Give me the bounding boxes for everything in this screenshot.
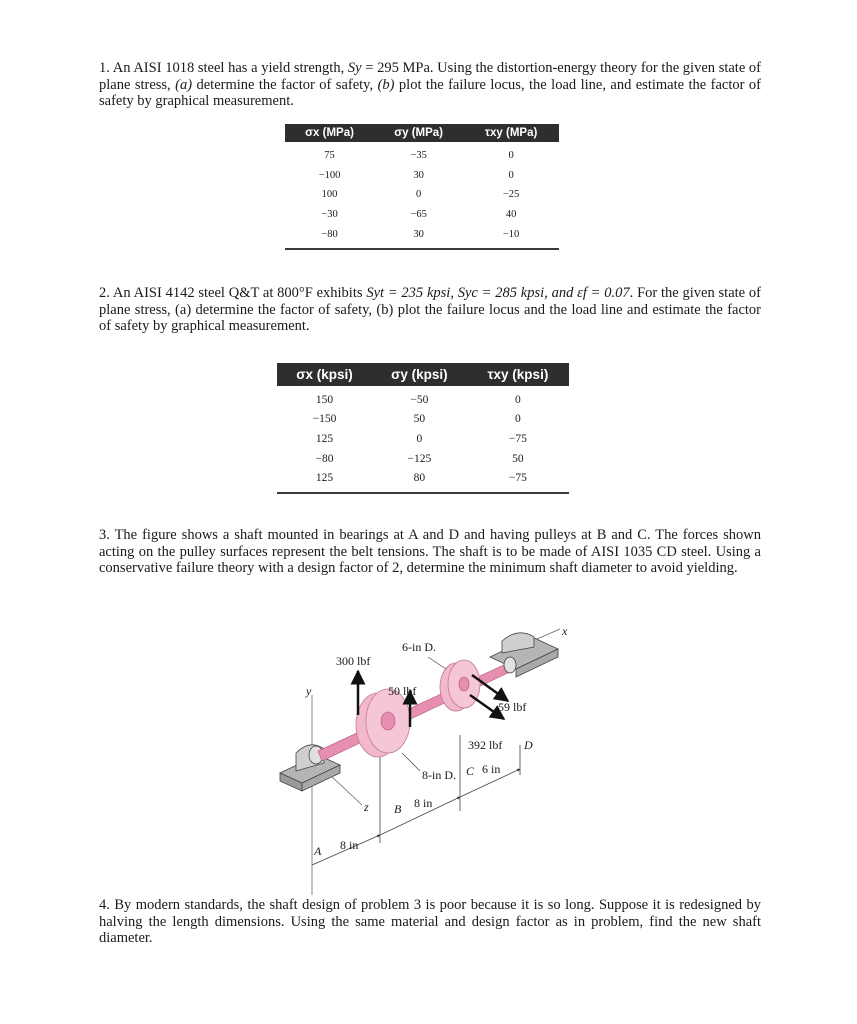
- label-8-in-ab: 8 in: [340, 838, 359, 852]
- cell: 0: [508, 150, 514, 162]
- cell: −80: [315, 452, 334, 465]
- cell: 0: [515, 413, 521, 426]
- cell: −25: [502, 189, 520, 201]
- col-header-tau-xy: τxy (kpsi): [467, 363, 569, 386]
- table-row: [285, 142, 559, 166]
- label-300-lbf: 300 lbf: [336, 654, 371, 668]
- col-header-tau-xy: τxy (MPa): [463, 124, 559, 142]
- pulley-b: [356, 689, 410, 757]
- cell: 0: [416, 432, 423, 445]
- point-label-b: B: [394, 802, 402, 816]
- col-header-sigma-x: σx (kpsi): [277, 363, 372, 386]
- table-row: [277, 468, 569, 493]
- cell: 50: [413, 413, 426, 426]
- label-8in-d: 8-in D.: [422, 768, 456, 782]
- label-59-lbf: 59 lbf: [498, 700, 527, 714]
- cell: 0: [515, 393, 521, 406]
- leader-8in-d: [402, 753, 420, 771]
- table-row: [277, 410, 569, 430]
- cell: 0: [508, 169, 514, 181]
- label-8-in-bc: 8 in: [414, 796, 433, 810]
- axis-label-y: y: [306, 684, 312, 698]
- problem-4-text: 4. By modern standards, the shaft design of problem 3 is poor because it is so long. Suppose it is redesigned by halving the length dimensions. Using the same material and design factor as in problem, find the new shaft diameter.: [99, 897, 761, 946]
- cell: −150: [312, 413, 337, 426]
- cell: 30: [374, 224, 463, 249]
- cell: 125: [277, 468, 372, 493]
- axis-label-x: x: [562, 624, 568, 638]
- cell: −50: [410, 393, 429, 406]
- problem-2-text: 2. An AISI 4142 steel Q&T at 800°F exhibits Syt = 235 kpsi, Syc = 285 kpsi, and εf = 0.07. For the given state of plane stress, (a) determine the factor of safety, (b) plot the failure locus and the load line and estimate the factor of safety by graphical measurement.: [99, 285, 761, 334]
- cell: −125: [407, 452, 432, 465]
- col-header-sigma-x: σx (MPa): [285, 124, 374, 142]
- label-50-lbf: 50 lbf: [388, 684, 417, 698]
- problem-1-text: 1. An AISI 1018 steel has a yield strength, Sy = 295 MPa. Using the distortion-energy theory for the given state of plane stress, (a) determine the factor of safety, (b) plot the failure locus, the load line, and estimate the factor of safety by graphical measurement.: [99, 60, 762, 109]
- problem-3-text: 3. The figure shows a shaft mounted in bearings at A and D and having pulleys at B and C. The forces shown acting on the pulley surfaces represent the belt tensions. The shaft is to be made of AISI 1035 CD steel. Using a conservative failure theory with a design factor of 2, determine the minimum shaft diameter to avoid yielding.: [99, 527, 761, 576]
- label-392-lbf: 392 lbf: [468, 738, 503, 752]
- point-label-a: A: [314, 844, 322, 858]
- cell: −80: [285, 224, 374, 249]
- cell: 80: [372, 468, 467, 493]
- cell: −35: [410, 150, 427, 162]
- table-row: [285, 166, 559, 186]
- shaft-figure: [270, 615, 590, 895]
- table-row: [285, 205, 559, 225]
- leader-6in-d: [428, 657, 446, 669]
- z-axis: [330, 775, 362, 805]
- cell: −100: [318, 169, 341, 181]
- axis-label-z: z: [364, 800, 369, 814]
- cell: −75: [467, 468, 569, 493]
- label-6in-d: 6-in D.: [402, 640, 436, 654]
- pulley-c: [440, 660, 480, 711]
- cell: −10: [463, 224, 559, 249]
- cell: −65: [410, 209, 427, 221]
- point-label-c: C: [466, 764, 475, 778]
- table-row: [277, 429, 569, 449]
- cell: 0: [416, 189, 422, 201]
- cell: 100: [321, 189, 338, 201]
- cell: 50: [512, 452, 524, 465]
- problem-2-stress-table: [277, 363, 569, 494]
- cell: 40: [505, 209, 517, 221]
- cell: −30: [321, 209, 338, 221]
- point-label-d: D: [524, 738, 533, 752]
- cell: −75: [508, 432, 527, 445]
- col-header-sigma-y: σy (MPa): [374, 124, 463, 142]
- cell: 75: [324, 150, 335, 162]
- cell: 125: [315, 432, 334, 445]
- problem-1-stress-table: [285, 124, 559, 250]
- table-row: [277, 449, 569, 469]
- table-row: [285, 224, 559, 249]
- table-row: [277, 386, 569, 410]
- col-header-sigma-y: σy (kpsi): [372, 363, 467, 386]
- table-row: [285, 185, 559, 205]
- cell: 30: [413, 169, 424, 181]
- label-6-in: 6 in: [482, 762, 501, 776]
- cell: 150: [315, 393, 334, 406]
